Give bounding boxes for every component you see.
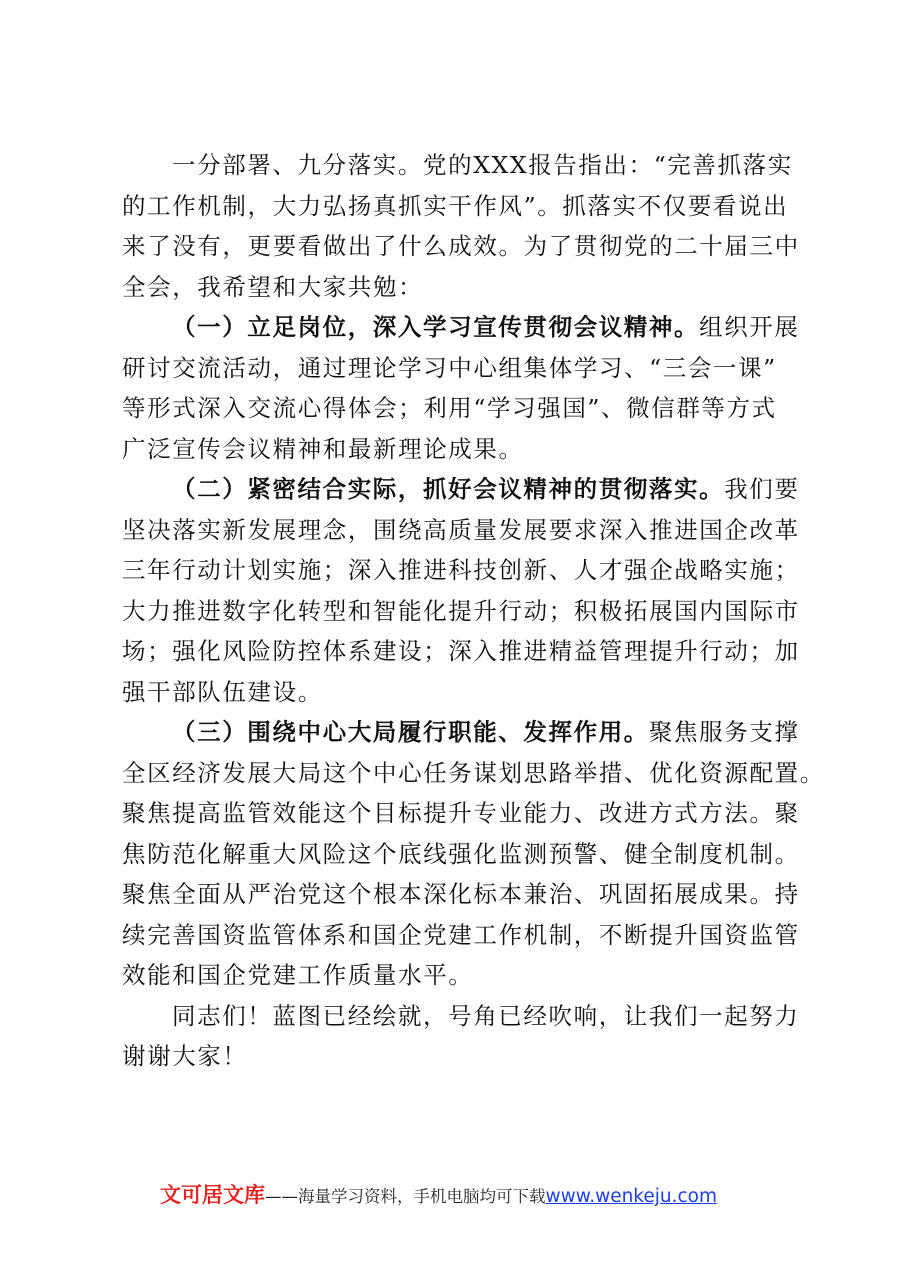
section3-line: 全区经济发展大局这个中心任务谋划思路举措、优化资源配置。 bbox=[122, 758, 825, 787]
closing-line: 谢谢大家！ bbox=[122, 1042, 248, 1070]
footer-banner bbox=[160, 1180, 717, 1210]
section1-line: 研讨交流活动，通过理论学习中心组集体学习、“三会一课” bbox=[122, 353, 777, 382]
section1-line: 广泛宣传会议精神和最新理论成果。 bbox=[122, 434, 524, 463]
section3-heading: （三）围绕中心大局履行职能、发挥作用。 bbox=[172, 718, 649, 746]
section3-line: 续完善国资监管体系和国企党建工作机制，不断提升国资监管 bbox=[122, 920, 800, 949]
section1-first-rest: 组织开展 bbox=[699, 313, 800, 341]
document-body bbox=[122, 145, 825, 1077]
closing-line: 同志们！蓝图已经绘就，号角已经吹响，让我们一起努力 bbox=[172, 1001, 800, 1030]
footer-tagline: ——海量学习资料，手机电脑均可下载 bbox=[265, 1187, 546, 1206]
section2-line: 坚决落实新发展理念，围绕高质量发展要求深入推进国企改革 bbox=[122, 515, 800, 544]
section3-first-rest: 聚焦服务支撑 bbox=[648, 718, 800, 746]
section2-heading: （二）紧密结合实际，抓好会议精神的贯彻落实。 bbox=[172, 475, 725, 503]
section2-first-rest: 我们要 bbox=[724, 475, 800, 503]
section3-first-line bbox=[122, 712, 812, 753]
section1-line: 等形式深入交流心得体会；利用“学习强国”、微信群等方式 bbox=[122, 394, 777, 422]
section2-line: 大力推进数字化转型和智能化提升行动；积极拓展国内国际市 bbox=[122, 596, 800, 625]
section2-line: 强干部队伍建设。 bbox=[122, 677, 323, 706]
section1-heading: （一）立足岗位，深入学习宣传贯彻会议精神。 bbox=[172, 313, 700, 341]
section3-line: 聚焦全面从严治党这个根本深化标本兼治、巩固拓展成果。持 bbox=[122, 880, 800, 908]
intro-line: 一分部署、九分落实。党的XXX报告指出：“完善抓落实 bbox=[172, 151, 793, 179]
section2-line: 三年行动计划实施；深入推进科技创新、人才强企战略实施； bbox=[122, 556, 800, 584]
section2-first-line bbox=[122, 469, 812, 510]
section2-line: 场；强化风险防控体系建设；深入推进精益管理提升行动；加 bbox=[122, 637, 800, 665]
intro-line: 全会，我希望和大家共勉： bbox=[122, 272, 424, 301]
section3-line: 效能和国企党建工作质量水平。 bbox=[122, 961, 474, 989]
section1-first-line bbox=[122, 307, 812, 348]
footer-site-link[interactable]: www.wenkeju.com bbox=[545, 1186, 718, 1207]
intro-line: 的工作机制，大力弘扬真抓实干作风”。抓落实不仅要看说出 bbox=[122, 191, 789, 220]
intro-line: 来了没有，更要看做出了什么成效。为了贯彻党的二十届三中 bbox=[122, 232, 800, 260]
footer-brand: 文可居文库 bbox=[160, 1183, 265, 1207]
section3-line: 焦防范化解重大风险这个底线强化监测预警、健全制度机制。 bbox=[122, 839, 800, 868]
section3-line: 聚焦提高监管效能这个目标提升专业能力、改进方式方法。聚 bbox=[122, 799, 800, 827]
